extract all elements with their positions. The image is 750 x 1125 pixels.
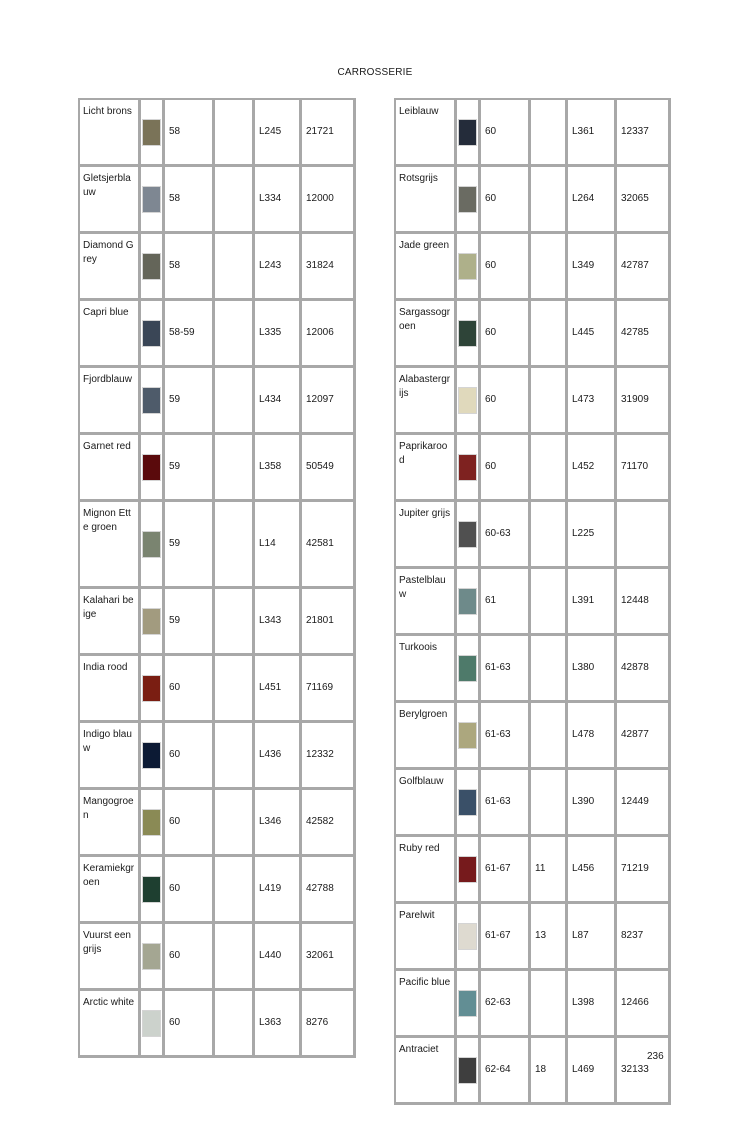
swatch-cell	[457, 368, 481, 435]
year-cell: 58	[165, 100, 215, 167]
extra-cell	[531, 502, 568, 569]
swatch-cell	[141, 924, 165, 991]
table-row	[396, 100, 671, 167]
swatch-cell	[141, 991, 165, 1058]
color-name-cell: Pastelblauw	[396, 569, 457, 636]
number-cell: 42582	[302, 790, 356, 857]
year-cell: 60-63	[481, 502, 531, 569]
code-cell: L380	[568, 636, 617, 703]
extra-cell	[215, 234, 255, 301]
swatch-cell	[457, 502, 481, 569]
table-row	[80, 502, 356, 589]
table-row	[396, 502, 671, 569]
table-row	[80, 924, 356, 991]
extra-cell	[215, 301, 255, 368]
number-cell: 42788	[302, 857, 356, 924]
number-cell: 12097	[302, 368, 356, 435]
code-cell: L334	[255, 167, 302, 234]
swatch-cell	[141, 790, 165, 857]
color-swatch	[142, 253, 161, 280]
extra-cell: 18	[531, 1038, 568, 1105]
code-cell: L478	[568, 703, 617, 770]
color-swatch	[458, 119, 477, 146]
code-cell: L469	[568, 1038, 617, 1105]
year-cell: 60	[481, 435, 531, 502]
code-cell: L335	[255, 301, 302, 368]
number-cell: 42581	[302, 502, 356, 589]
code-cell: L473	[568, 368, 617, 435]
color-swatch	[458, 454, 477, 481]
table-row	[80, 790, 356, 857]
extra-cell	[215, 502, 255, 589]
extra-cell	[531, 368, 568, 435]
color-swatch	[142, 809, 161, 836]
code-cell: L361	[568, 100, 617, 167]
swatch-cell	[141, 301, 165, 368]
extra-cell	[531, 100, 568, 167]
number-cell: 12000	[302, 167, 356, 234]
number-cell: 12449	[617, 770, 671, 837]
swatch-cell	[141, 234, 165, 301]
color-name-cell: Sargassogroen	[396, 301, 457, 368]
swatch-cell	[141, 589, 165, 656]
code-cell: L440	[255, 924, 302, 991]
color-swatch	[142, 454, 161, 481]
table-row	[396, 234, 671, 301]
year-cell: 61-67	[481, 837, 531, 904]
number-cell	[617, 502, 671, 569]
extra-cell	[531, 971, 568, 1038]
code-cell: L363	[255, 991, 302, 1058]
color-name-cell: Jupiter grijs	[396, 502, 457, 569]
color-name-cell: Paprikarood	[396, 435, 457, 502]
year-cell: 58	[165, 167, 215, 234]
swatch-cell	[457, 569, 481, 636]
year-cell: 60	[481, 234, 531, 301]
year-cell: 60	[165, 991, 215, 1058]
color-swatch	[142, 943, 161, 970]
code-cell: L436	[255, 723, 302, 790]
number-cell: 12006	[302, 301, 356, 368]
table-row	[80, 723, 356, 790]
color-swatch	[458, 655, 477, 682]
code-cell: L434	[255, 368, 302, 435]
code-cell: L358	[255, 435, 302, 502]
color-swatch	[458, 722, 477, 749]
number-cell: 12332	[302, 723, 356, 790]
extra-cell: 11	[531, 837, 568, 904]
year-cell: 60	[165, 656, 215, 723]
color-swatch	[142, 1010, 161, 1037]
year-cell: 61-63	[481, 636, 531, 703]
color-name-cell: Garnet red	[80, 435, 141, 502]
number-cell: 32133	[617, 1038, 671, 1105]
code-cell: L398	[568, 971, 617, 1038]
table-row	[80, 100, 356, 167]
extra-cell	[215, 167, 255, 234]
swatch-cell	[141, 368, 165, 435]
code-cell: L456	[568, 837, 617, 904]
color-swatch	[458, 588, 477, 615]
extra-cell: 13	[531, 904, 568, 971]
color-swatch	[458, 789, 477, 816]
extra-cell	[215, 589, 255, 656]
number-cell: 21721	[302, 100, 356, 167]
table-row	[80, 656, 356, 723]
color-swatch	[458, 1057, 477, 1084]
number-cell: 42787	[617, 234, 671, 301]
table-row	[80, 167, 356, 234]
year-cell: 61	[481, 569, 531, 636]
color-swatch	[458, 856, 477, 883]
extra-cell	[531, 770, 568, 837]
color-name-cell: Indigo blauw	[80, 723, 141, 790]
color-name-cell: Fjordblauw	[80, 368, 141, 435]
color-name-cell: Kalahari beige	[80, 589, 141, 656]
swatch-cell	[457, 435, 481, 502]
extra-cell	[215, 100, 255, 167]
color-swatch	[458, 990, 477, 1017]
year-cell: 60	[165, 857, 215, 924]
extra-cell	[215, 435, 255, 502]
table-row	[80, 991, 356, 1058]
number-cell: 31824	[302, 234, 356, 301]
color-swatch	[142, 531, 161, 558]
table-row	[80, 234, 356, 301]
color-swatch	[142, 608, 161, 635]
code-cell: L14	[255, 502, 302, 589]
year-cell: 61-67	[481, 904, 531, 971]
code-cell: L391	[568, 569, 617, 636]
color-swatch	[142, 186, 161, 213]
swatch-cell	[141, 723, 165, 790]
swatch-cell	[457, 971, 481, 1038]
color-swatch	[458, 387, 477, 414]
table-row	[396, 636, 671, 703]
year-cell: 62-63	[481, 971, 531, 1038]
color-swatch	[458, 320, 477, 347]
code-cell: L343	[255, 589, 302, 656]
code-cell: L225	[568, 502, 617, 569]
color-name-cell: Arctic white	[80, 991, 141, 1058]
color-name-cell: Gletsjerblauw	[80, 167, 141, 234]
year-cell: 60	[481, 167, 531, 234]
code-cell: L87	[568, 904, 617, 971]
color-name-cell: Leiblauw	[396, 100, 457, 167]
table-row	[80, 435, 356, 502]
extra-cell	[531, 703, 568, 770]
color-swatch	[142, 742, 161, 769]
swatch-cell	[457, 703, 481, 770]
table-row	[396, 837, 671, 904]
year-cell: 60	[165, 790, 215, 857]
color-name-cell: Ruby red	[396, 837, 457, 904]
year-cell: 60	[165, 723, 215, 790]
code-cell: L419	[255, 857, 302, 924]
color-swatch	[458, 186, 477, 213]
number-cell: 32065	[617, 167, 671, 234]
swatch-cell	[141, 100, 165, 167]
table-row	[396, 971, 671, 1038]
color-name-cell: Parelwit	[396, 904, 457, 971]
swatch-cell	[141, 167, 165, 234]
table-row	[80, 857, 356, 924]
number-cell: 71219	[617, 837, 671, 904]
color-name-cell: India rood	[80, 656, 141, 723]
color-name-cell: Alabastergrijs	[396, 368, 457, 435]
extra-cell	[215, 857, 255, 924]
color-name-cell: Berylgroen	[396, 703, 457, 770]
number-cell: 42877	[617, 703, 671, 770]
code-cell: L264	[568, 167, 617, 234]
color-name-cell: Jade green	[396, 234, 457, 301]
color-name-cell: Licht brons	[80, 100, 141, 167]
swatch-cell	[457, 837, 481, 904]
color-swatch	[458, 253, 477, 280]
code-cell: L452	[568, 435, 617, 502]
swatch-cell	[141, 656, 165, 723]
code-cell: L245	[255, 100, 302, 167]
code-cell: L445	[568, 301, 617, 368]
year-cell: 59	[165, 435, 215, 502]
color-swatch	[142, 675, 161, 702]
year-cell: 62-64	[481, 1038, 531, 1105]
extra-cell	[215, 790, 255, 857]
right-color-table	[394, 98, 671, 1105]
extra-cell	[531, 167, 568, 234]
table-row	[396, 301, 671, 368]
table-row	[396, 368, 671, 435]
number-cell: 32061	[302, 924, 356, 991]
color-name-cell: Pacific blue	[396, 971, 457, 1038]
table-row	[396, 569, 671, 636]
number-cell: 8276	[302, 991, 356, 1058]
table-row	[396, 167, 671, 234]
extra-cell	[215, 656, 255, 723]
table-row	[396, 770, 671, 837]
swatch-cell	[457, 301, 481, 368]
color-swatch	[458, 923, 477, 950]
color-name-cell: Mangogroen	[80, 790, 141, 857]
year-cell: 60	[165, 924, 215, 991]
number-cell: 31909	[617, 368, 671, 435]
year-cell: 60	[481, 100, 531, 167]
color-name-cell: Antraciet	[396, 1038, 457, 1105]
table-row	[396, 904, 671, 971]
year-cell: 59	[165, 589, 215, 656]
color-swatch	[458, 521, 477, 548]
extra-cell	[531, 301, 568, 368]
number-cell: 12337	[617, 100, 671, 167]
number-cell: 71170	[617, 435, 671, 502]
extra-cell	[531, 435, 568, 502]
color-swatch	[142, 320, 161, 347]
table-row	[80, 589, 356, 656]
swatch-cell	[457, 167, 481, 234]
color-swatch	[142, 876, 161, 903]
extra-cell	[215, 924, 255, 991]
page-title: CARROSSERIE	[337, 67, 413, 78]
number-cell: 42785	[617, 301, 671, 368]
year-cell: 60	[481, 368, 531, 435]
year-cell: 59	[165, 502, 215, 589]
color-name-cell: Diamond Grey	[80, 234, 141, 301]
table-row	[396, 435, 671, 502]
color-name-cell: Mignon Ette groen	[80, 502, 141, 589]
code-cell: L390	[568, 770, 617, 837]
page-number: 236	[647, 1051, 664, 1062]
table-row	[80, 301, 356, 368]
code-cell: L451	[255, 656, 302, 723]
extra-cell	[215, 723, 255, 790]
extra-cell	[531, 234, 568, 301]
year-cell: 59	[165, 368, 215, 435]
swatch-cell	[457, 770, 481, 837]
swatch-cell	[457, 636, 481, 703]
code-cell: L349	[568, 234, 617, 301]
color-name-cell: Rotsgrijs	[396, 167, 457, 234]
number-cell: 21801	[302, 589, 356, 656]
swatch-cell	[141, 857, 165, 924]
color-name-cell: Golfblauw	[396, 770, 457, 837]
extra-cell	[215, 991, 255, 1058]
color-swatch	[142, 119, 161, 146]
code-cell: L346	[255, 790, 302, 857]
table-row	[396, 703, 671, 770]
left-color-table	[78, 98, 356, 1058]
year-cell: 58	[165, 234, 215, 301]
number-cell: 42878	[617, 636, 671, 703]
number-cell: 12448	[617, 569, 671, 636]
extra-cell	[531, 569, 568, 636]
table-row	[396, 1038, 671, 1105]
swatch-cell	[457, 100, 481, 167]
year-cell: 61-63	[481, 770, 531, 837]
swatch-cell	[141, 435, 165, 502]
color-name-cell: Turkoois	[396, 636, 457, 703]
table-row	[80, 368, 356, 435]
number-cell: 12466	[617, 971, 671, 1038]
extra-cell	[215, 368, 255, 435]
year-cell: 61-63	[481, 703, 531, 770]
color-name-cell: Vuurst een grijs	[80, 924, 141, 991]
swatch-cell	[457, 1038, 481, 1105]
swatch-cell	[457, 234, 481, 301]
extra-cell	[531, 636, 568, 703]
color-name-cell: Keramiekgroen	[80, 857, 141, 924]
year-cell: 60	[481, 301, 531, 368]
number-cell: 71169	[302, 656, 356, 723]
year-cell: 58-59	[165, 301, 215, 368]
swatch-cell	[141, 502, 165, 589]
code-cell: L243	[255, 234, 302, 301]
number-cell: 8237	[617, 904, 671, 971]
swatch-cell	[457, 904, 481, 971]
color-swatch	[142, 387, 161, 414]
number-cell: 50549	[302, 435, 356, 502]
color-name-cell: Capri blue	[80, 301, 141, 368]
